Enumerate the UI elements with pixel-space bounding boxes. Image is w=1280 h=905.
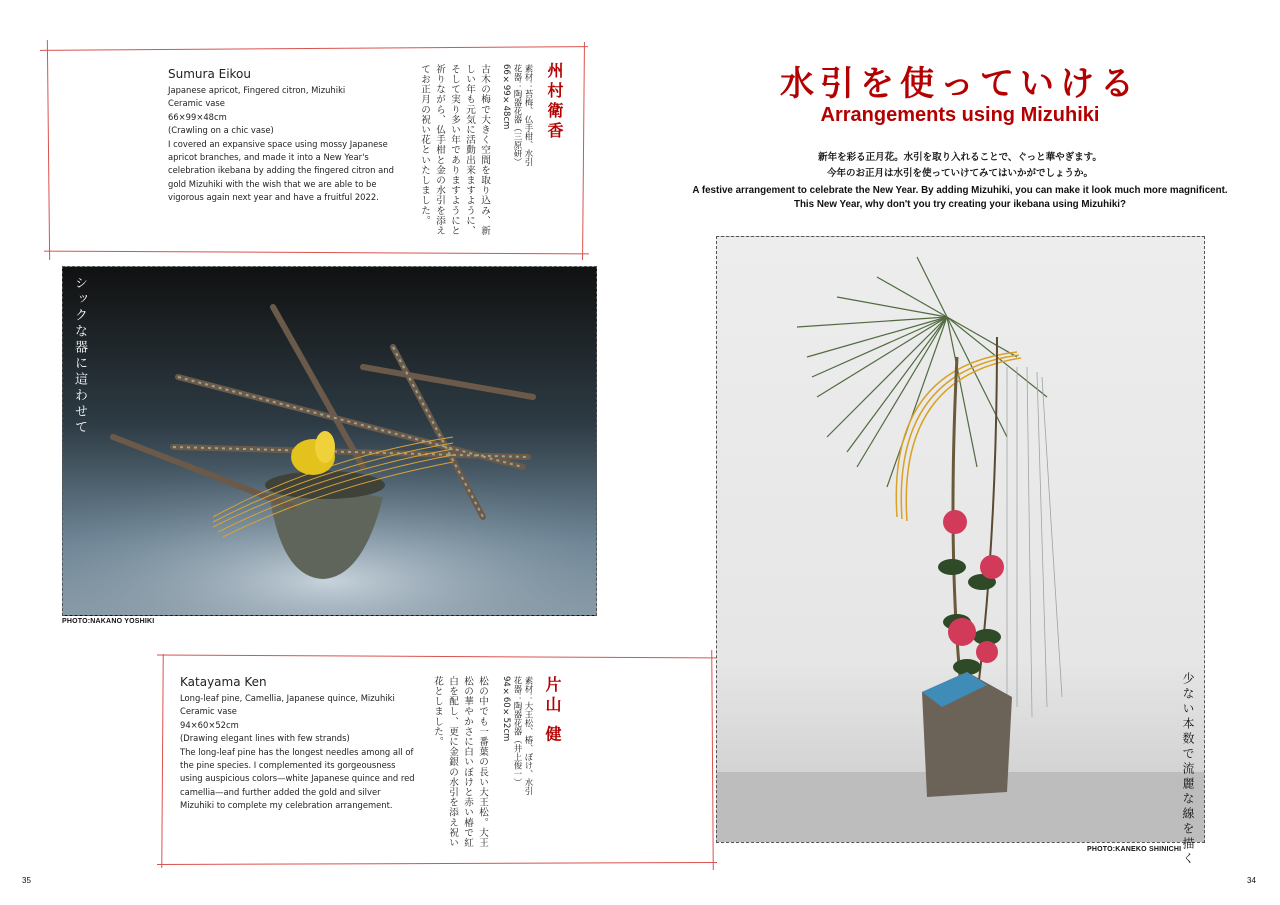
sumura-body-en: I covered an expansive space using mossy Japanese apricot branches, and made it into a New Year's celebration ikebana by adding the fingered citron and gold Mizuhiki with the wish that we are able to be vigorous again next year and have a fruitful 2022. — [168, 138, 394, 203]
intro-jp — [705, 150, 1215, 182]
page-number-left: 35 — [22, 876, 31, 885]
katayama-photo-credit: PHOTO:KANEKO SHINICHI — [1087, 846, 1182, 853]
sumura-subtitle-en: (Crawling on a chic vase) — [168, 125, 274, 136]
sumura-size-en: 66×99×48cm — [168, 111, 227, 122]
katayama-name-jp: 片山 健 — [543, 676, 562, 746]
katayama-materials-en: Long-leaf pine, Camellia, Japanese quince, Mizuhiki — [180, 693, 395, 703]
intro-jp-line-2: 今年のお正月は水引を使っていけてみてはいかがでしょうか。 — [826, 168, 1093, 179]
katayama-arrangement-illustration — [717, 237, 1204, 842]
page-number-right: 34 — [1247, 876, 1256, 885]
sumura-name-jp: 州村衛香 — [545, 62, 564, 142]
sumura-materials-en: Japanese apricot, Fingered citron, Mizuhiki — [168, 85, 346, 95]
katayama-materials-jp: 素材：大王松、椿、ぼけ、水引 花器：陶器花器（井上俊一） 94×60×52cm — [501, 676, 533, 795]
sumura-english-block — [168, 67, 408, 205]
katayama-vase-en: Ceramic vase — [180, 706, 237, 717]
title-en: Arrangements using Mizuhiki — [820, 104, 1100, 126]
intro-en-line-1: A festive arrangement to celebrate the New Year. By adding Mizuhiki, you can make it look much more magnificent. — [692, 185, 1228, 196]
sumura-photo-credit: PHOTO:NAKANO YOSHIKI — [62, 618, 155, 625]
sumura-vase-en: Ceramic vase — [168, 98, 225, 109]
katayama-english-block — [180, 675, 415, 813]
sumura-photo — [62, 266, 597, 616]
sumura-materials-jp: 素材：苔梅、仏手柑、水引 花器：陶器花器（三原研） 66×99×48cm — [501, 64, 533, 166]
sumura-body-jp: 古木の梅で大きく空間を取り込み、新しい年も元気に活動出来ますように、そして実り多い年でありますようにと祈りながら、仏手柑と金の水引を添えてお正月の祝い花といたしました。 — [419, 64, 490, 236]
katayama-photo — [716, 236, 1205, 843]
sumura-name-en: Sumura Eikou — [168, 67, 252, 81]
intro-en — [690, 184, 1230, 212]
intro-jp-line-1: 新年を彩る正月花。水引を取り入れることで、ぐっと華やぎます。 — [818, 152, 1102, 163]
katayama-name-en: Katayama Ken — [180, 675, 267, 689]
sumura-arrangement-illustration — [63, 267, 596, 615]
katayama-size-en: 94×60×52cm — [180, 719, 239, 730]
katayama-caption-jp: 少ない本数で流麗な線を描く — [1181, 672, 1195, 867]
title-jp: 水引を使っていける — [780, 64, 1140, 104]
sumura-caption-jp: シックな器に這わせて — [72, 276, 87, 436]
katayama-subtitle-en: (Drawing elegant lines with few strands) — [180, 733, 350, 744]
katayama-body-en: The long-leaf pine has the longest needles among all of the pine species. I complemented its gorgeousness using auspicious colors—white Japanese quince and red camellia—and further added the gold and silver Mizuhiki to complete my celebration arrangement. — [180, 746, 415, 811]
katayama-body-jp: 松の中でも一番葉の長い大王松。大王松の華やかさに白いぼけと赤い椿で紅白を配し、更に金銀の水引を添え祝い花としました。 — [432, 676, 488, 848]
intro-en-line-2: This New Year, why don't you try creating your ikebana using Mizuhiki? — [793, 199, 1127, 210]
